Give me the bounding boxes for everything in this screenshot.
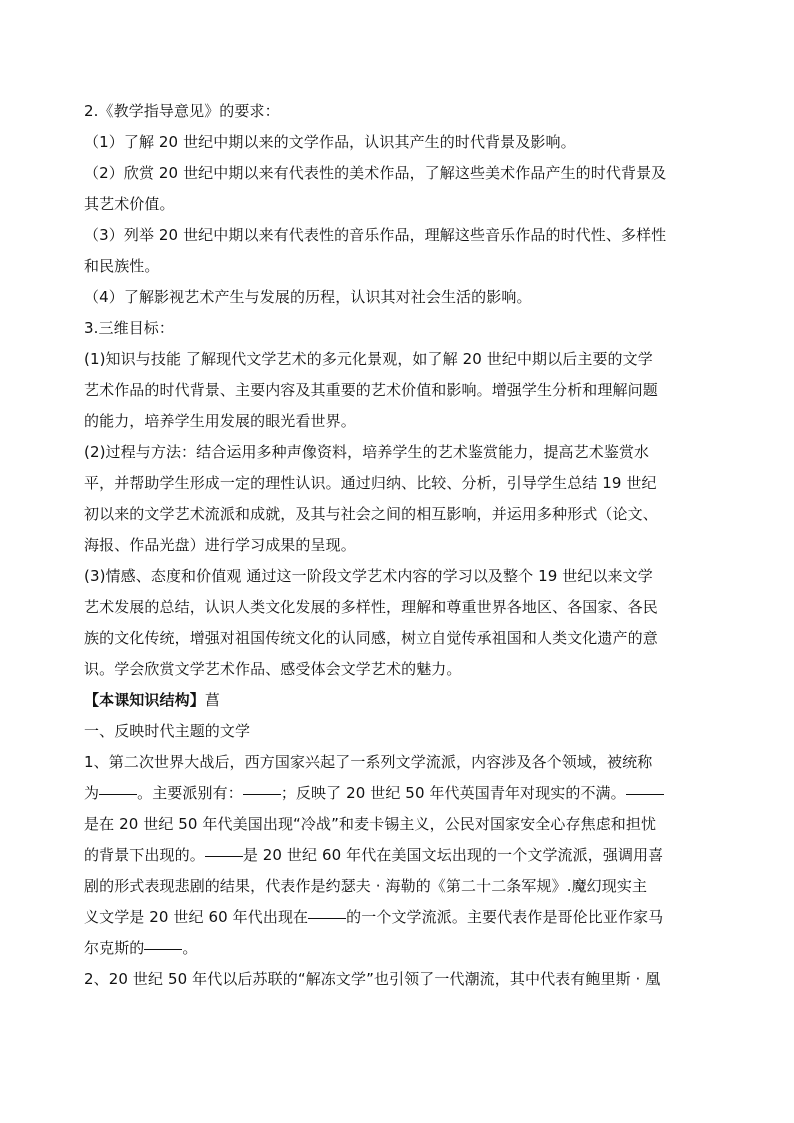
paragraph-line bbox=[84, 840, 714, 871]
paragraph-line: 1、第二次世界大战后，西方国家兴起了一系列文学流派，内容涉及各个领域，被统称 bbox=[84, 753, 653, 771]
text-fragment: 的一个文学流派。主要代表作是哥伦比亚作家马 bbox=[346, 908, 664, 926]
paragraph-line: 是在 20 世纪 50 年代美国出现“冷战”和麦卡锡主义，公民对国家安全心存焦虑和担忧 bbox=[84, 815, 657, 833]
goal-line: (1)知识与技能 了解现代文学艺术的多元化景观，如了解 20 世纪中期以后主要的文学 bbox=[84, 350, 653, 368]
goals-heading: 3.三维目标： bbox=[84, 319, 175, 337]
goal-line: 艺术发展的总结，认识人类文化发展的多样性，理解和尊重世界各地区、各国家、各民 bbox=[84, 598, 658, 616]
text-fragment: 义文学是 20 世纪 60 年代出现在 bbox=[84, 908, 309, 926]
text-fragment: ；反映了 20 世纪 50 年代英国青年对现实的不满。 bbox=[280, 784, 626, 802]
text-fragment: 尔克斯的 bbox=[84, 939, 145, 957]
text-fragment: 是 20 世纪 60 年代在美国文坛出现的一个文学流派，强调用喜 bbox=[242, 846, 664, 864]
goal-line: 初以来的文学艺术流派和成就，及其与社会之间的相互影响，并运用多种形式（论文、 bbox=[84, 505, 658, 523]
requirement-line: 其艺术价值。 bbox=[84, 195, 175, 213]
knowledge-structure-heading bbox=[84, 685, 714, 716]
fill-blank bbox=[243, 793, 281, 795]
goal-line: 海报、作品光盘）进行学习成果的呈现。 bbox=[84, 536, 356, 554]
structure-heading-text: 【本课知识结构】 bbox=[84, 691, 205, 709]
document-page bbox=[84, 96, 714, 995]
requirement-line: （4）了解影视艺术产生与发展的历程，认识其对社会生活的影响。 bbox=[84, 288, 532, 306]
goal-line: 识。学会欣赏文学艺术作品、感受体会文学艺术的魅力。 bbox=[84, 660, 462, 678]
text-fragment: 为 bbox=[84, 784, 100, 802]
text-fragment: 。主要派别有： bbox=[137, 784, 243, 802]
text-fragment: 。 bbox=[182, 939, 198, 957]
requirement-line: 和民族性。 bbox=[84, 257, 160, 275]
goal-line: (3)情感、态度和价值观 通过这一阶段文学艺术内容的学习以及整个 19 世纪以来文学 bbox=[84, 567, 653, 585]
structure-heading-suffix: 菖 bbox=[204, 691, 220, 709]
paragraph-line: 2、20 世纪 50 年代以后苏联的“解冻文学”也引领了一代潮流，其中代表有鲍里斯 · 凰 bbox=[84, 970, 661, 988]
goal-line: 艺术作品的时代背景、主要内容及其重要的艺术价值和影响。增强学生分析和理解问题 bbox=[84, 381, 658, 399]
fill-blank bbox=[626, 793, 664, 795]
requirement-line: （3）列举 20 世纪中期以来有代表性的音乐作品，理解这些音乐作品的时代性、多样性 bbox=[84, 226, 667, 244]
paragraph-line: 剧的形式表现悲剧的结果，代表作是约瑟夫 · 海勒的《第二十二条军规》.魔幻现实主 bbox=[84, 877, 648, 895]
requirements-heading: 2.《教学指导意见》的要求： bbox=[84, 102, 280, 120]
goal-line: 的能力，培养学生用发展的眼光看世界。 bbox=[84, 412, 356, 430]
requirement-line: （1）了解 20 世纪中期以来的文学作品，认识其产生的时代背景及影响。 bbox=[84, 133, 576, 151]
requirement-line: （2）欣赏 20 世纪中期以来有代表性的美术作品，了解这些美术作品产生的时代背景及 bbox=[84, 164, 667, 182]
fill-blank bbox=[205, 855, 243, 857]
paragraph-line bbox=[84, 778, 714, 809]
section-heading: 一、反映时代主题的文学 bbox=[84, 722, 251, 740]
text-fragment: 的背景下出现的。 bbox=[84, 846, 205, 864]
goal-line: 平，并帮助学生形成一定的理性认识。通过归纳、比较、分析，引导学生总结 19 世纪 bbox=[84, 474, 657, 492]
fill-blank bbox=[99, 793, 137, 795]
fill-blank bbox=[308, 917, 346, 919]
fill-blank bbox=[144, 948, 182, 950]
paragraph-line bbox=[84, 902, 714, 933]
paragraph-line bbox=[84, 933, 714, 964]
goal-line: 族的文化传统，增强对祖国传统文化的认同感，树立自觉传承祖国和人类文化遗产的意 bbox=[84, 629, 658, 647]
goal-line: (2)过程与方法：结合运用多种声像资料，培养学生的艺术鉴赏能力，提高艺术鉴赏水 bbox=[84, 443, 650, 461]
